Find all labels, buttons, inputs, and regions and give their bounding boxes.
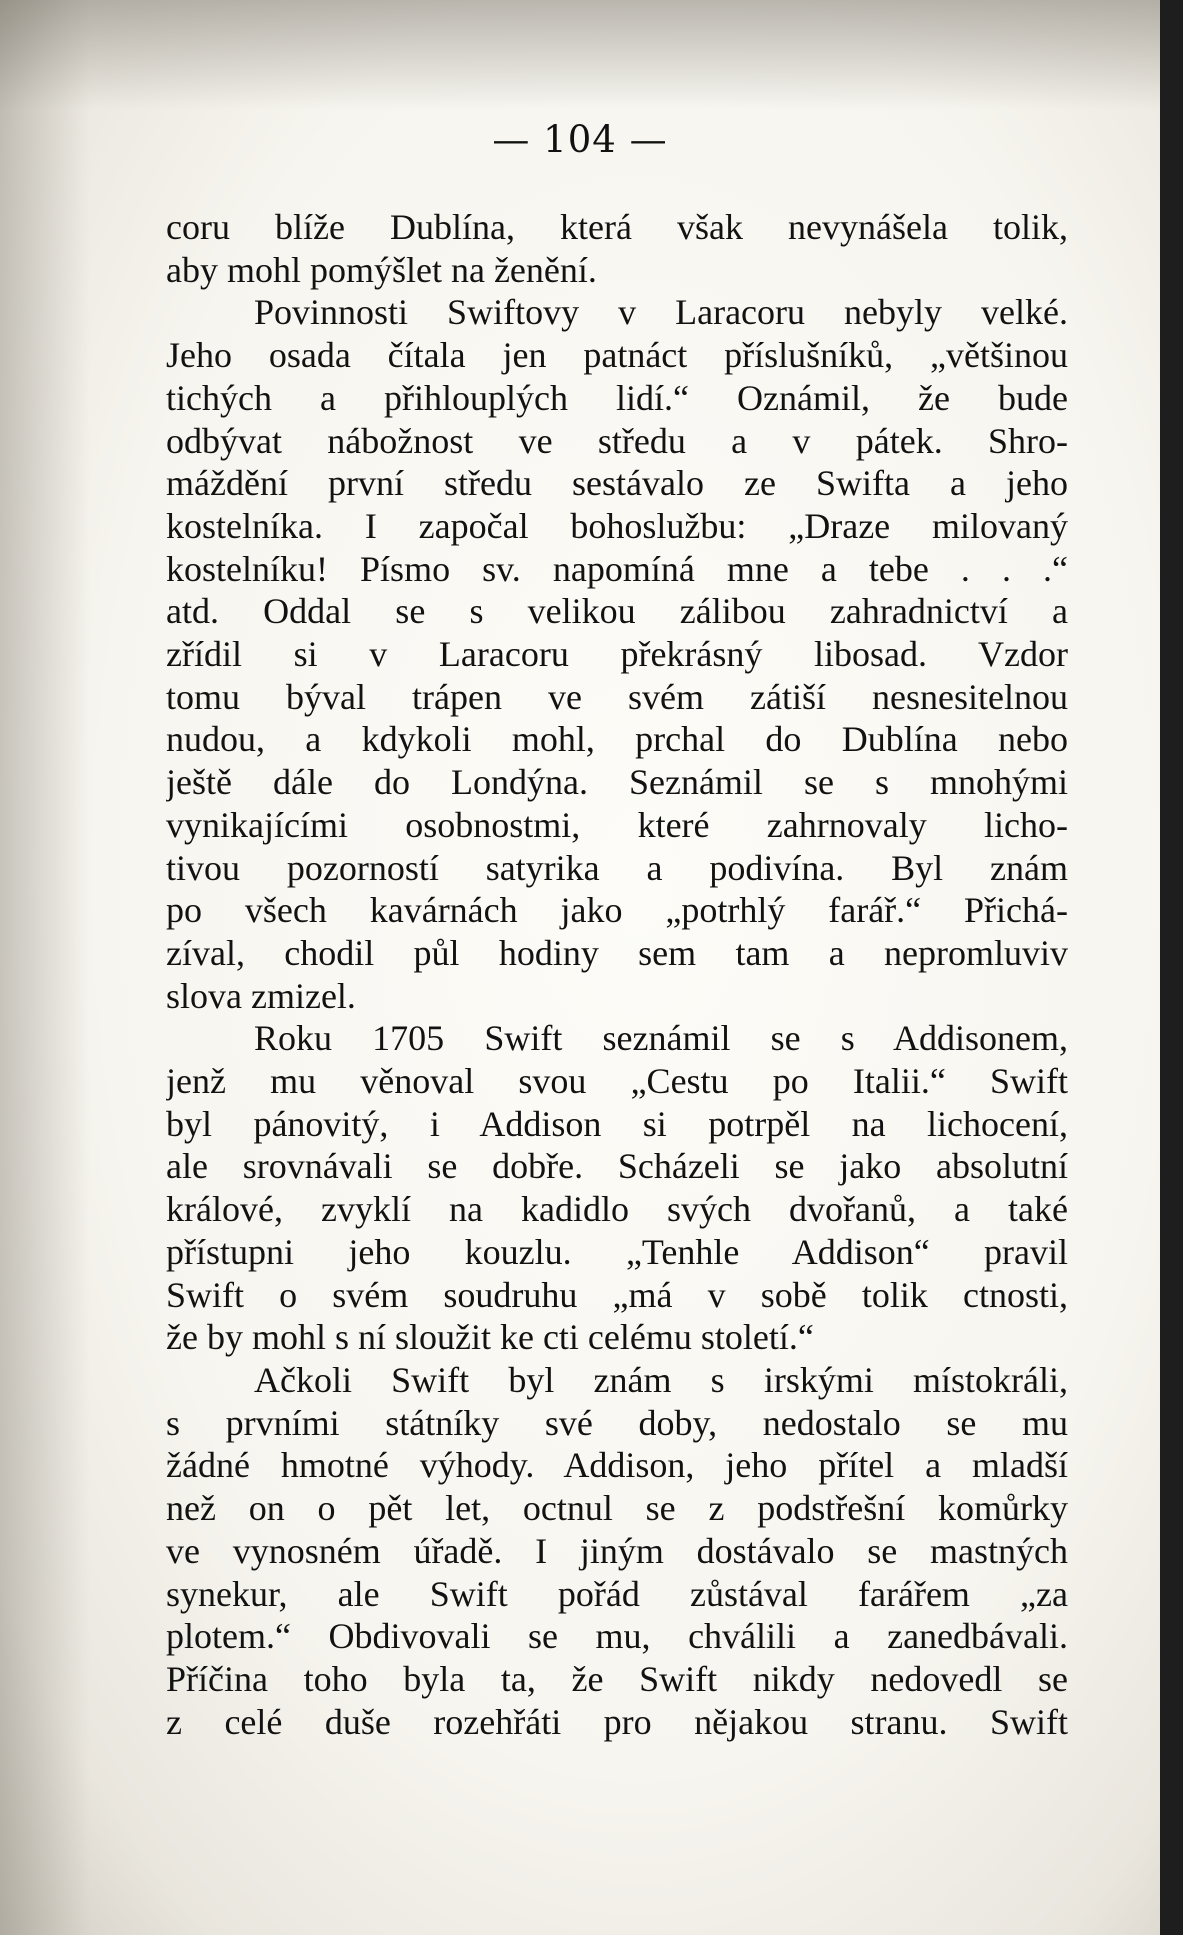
text-line: byl pánovitý, i Addison si potrpěl na lichocení, [166, 1103, 1068, 1144]
text-line: Jeho osada čítala jen patnáct příslušníků, „většinou [166, 335, 1068, 376]
text-line: Povinnosti Swiftovy v Laracoru nebyly velké. [254, 292, 1068, 333]
text-line: vynikajícími osobnostmi, které zahrnovaly licho- [166, 804, 1068, 845]
text-line: z celé duše rozehřáti pro nějakou stranu. Swift [166, 1701, 1068, 1742]
text-line: králové, zvyklí na kadidlo svých dvořanů, a také [166, 1189, 1068, 1230]
text-line: máždění první středu sestávalo ze Swifta a jeho [166, 463, 1068, 504]
text-line: ve vynosném úřadě. I jiným dostávalo se mastných [166, 1530, 1068, 1571]
text-line: ještě dále do Londýna. Seznámil se s mnohými [166, 762, 1068, 803]
text-line: slova zmizel. [166, 975, 356, 1016]
text-line: atd. Oddal se s velikou zálibou zahradnictví a [166, 591, 1068, 632]
text-line: Roku 1705 Swift seznámil se s Addisonem, [254, 1018, 1068, 1059]
page-number: — 104 — [492, 118, 668, 161]
text-line: nudou, a kdykoli mohl, prchal do Dublína nebo [166, 719, 1068, 760]
text-line: tichých a přihlouplých lidí.“ Oznámil, že bude [166, 377, 1068, 418]
body-text [166, 206, 1068, 1743]
page-top-shadow [0, 0, 1160, 110]
text-line: aby mohl pomýšlet na ženění. [166, 249, 597, 290]
page-gutter-shadow [0, 0, 90, 1935]
text-line: s prvními státníky své doby, nedostalo se mu [166, 1402, 1068, 1443]
text-line: tivou pozorností satyrika a podivína. Byl znám [166, 847, 1068, 888]
text-line: plotem.“ Obdivovali se mu, chválili a zanedbávali. [166, 1616, 1068, 1657]
text-line: že by mohl s ní sloužit ke cti celému století.“ [166, 1317, 814, 1358]
text-line: jenž mu věnoval svou „Cestu po Italii.“ Swift [166, 1061, 1068, 1102]
text-line: po všech kavárnách jako „potrhlý farář.“ Přichá- [166, 890, 1068, 931]
text-line: tomu býval trápen ve svém zátiší nesnesitelnou [166, 676, 1068, 717]
text-line: zíval, chodil půl hodiny sem tam a nepromluviv [166, 932, 1068, 973]
text-line: coru blíže Dublína, která však nevynášela tolik, [166, 207, 1068, 247]
text-line: než on o pět let, octnul se z podstřešní komůrky [166, 1488, 1068, 1529]
text-line: přístupni jeho kouzlu. „Tenhle Addison“ pravil [166, 1231, 1068, 1272]
text-line: kostelníka. I započal bohoslužbu: „Draze milovaný [166, 505, 1068, 546]
text-line: Ačkoli Swift byl znám s irskými místokráli, [254, 1359, 1068, 1400]
text-line: žádné hmotné výhody. Addison, jeho přítel a mladší [166, 1445, 1068, 1486]
text-line: zřídil si v Laracoru překrásný libosad. Vzdor [166, 634, 1068, 675]
text-line: kostelníku! Písmo sv. napomíná mne a tebe . . .“ [166, 548, 1068, 589]
text-line: Příčina toho byla ta, že Swift nikdy nedovedl se [166, 1658, 1068, 1699]
text-line: synekur, ale Swift pořád zůstával farářem „za [166, 1573, 1068, 1614]
text-line: ale srovnávali se dobře. Scházeli se jako absolutní [166, 1146, 1068, 1187]
text-line: Swift o svém soudruhu „má v sobě tolik ctnosti, [166, 1274, 1068, 1315]
text-line: odbývat nábožnost ve středu a v pátek. Shro- [166, 420, 1068, 461]
